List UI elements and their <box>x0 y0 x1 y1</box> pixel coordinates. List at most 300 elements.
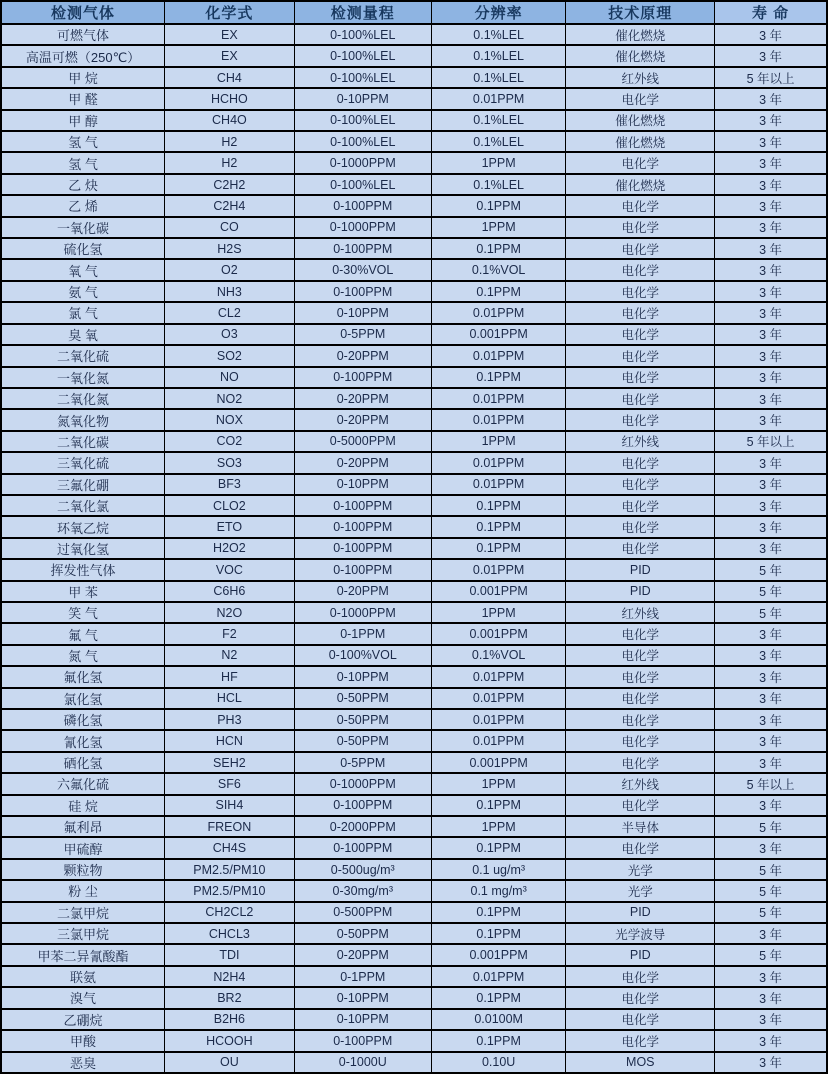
cell-resolution: 0.1%LEL <box>431 110 566 131</box>
cell-resolution: 0.1PPM <box>431 795 566 816</box>
cell-range: 0-100%LEL <box>294 131 431 152</box>
cell-lifespan: 3 年 <box>715 623 827 644</box>
cell-lifespan: 5 年 <box>715 559 827 580</box>
cell-principle: 催化燃烧 <box>566 174 715 195</box>
cell-range: 0-100PPM <box>294 195 431 216</box>
cell-formula: SF6 <box>165 773 295 794</box>
cell-resolution: 0.1%LEL <box>431 67 566 88</box>
cell-formula: EX <box>165 24 295 45</box>
cell-gas-name: 三氟化硼 <box>1 474 165 495</box>
cell-resolution: 0.01PPM <box>431 409 566 430</box>
cell-lifespan: 3 年 <box>715 645 827 666</box>
cell-formula: N2O <box>165 602 295 623</box>
cell-resolution: 0.001PPM <box>431 581 566 602</box>
table-row <box>1 110 827 131</box>
cell-principle: 电化学 <box>566 1009 715 1030</box>
cell-range: 0-100%LEL <box>294 110 431 131</box>
cell-principle: 电化学 <box>566 452 715 473</box>
cell-formula: HF <box>165 666 295 687</box>
cell-gas-name: 笑 气 <box>1 602 165 623</box>
cell-range: 0-50PPM <box>294 688 431 709</box>
cell-range: 0-500ug/m³ <box>294 859 431 880</box>
cell-principle: 电化学 <box>566 752 715 773</box>
table-row <box>1 559 827 580</box>
table-row <box>1 944 827 965</box>
cell-resolution: 0.1%LEL <box>431 45 566 66</box>
cell-principle: 电化学 <box>566 88 715 109</box>
cell-lifespan: 5 年 <box>715 880 827 901</box>
cell-range: 0-100PPM <box>294 238 431 259</box>
cell-principle: 电化学 <box>566 666 715 687</box>
cell-formula: NH3 <box>165 281 295 302</box>
cell-formula: OU <box>165 1052 295 1074</box>
cell-gas-name: 氧 气 <box>1 259 165 280</box>
table-row <box>1 923 827 944</box>
table-row <box>1 388 827 409</box>
cell-principle: 红外线 <box>566 431 715 452</box>
column-header-formula: 化学式 <box>165 1 295 24</box>
table-row <box>1 581 827 602</box>
cell-principle: 电化学 <box>566 837 715 858</box>
cell-range: 0-100%LEL <box>294 24 431 45</box>
cell-lifespan: 3 年 <box>715 474 827 495</box>
cell-range: 0-100%LEL <box>294 67 431 88</box>
cell-gas-name: 氰化氢 <box>1 730 165 751</box>
cell-formula: VOC <box>165 559 295 580</box>
cell-gas-name: 联氨 <box>1 966 165 987</box>
cell-range: 0-100PPM <box>294 281 431 302</box>
table-row <box>1 345 827 366</box>
cell-principle: 电化学 <box>566 495 715 516</box>
cell-lifespan: 3 年 <box>715 730 827 751</box>
table-row <box>1 452 827 473</box>
cell-lifespan: 3 年 <box>715 195 827 216</box>
table-row <box>1 816 827 837</box>
cell-range: 0-100PPM <box>294 837 431 858</box>
table-row <box>1 88 827 109</box>
cell-lifespan: 3 年 <box>715 367 827 388</box>
cell-gas-name: 二氧化碳 <box>1 431 165 452</box>
table-row <box>1 730 827 751</box>
cell-lifespan: 3 年 <box>715 110 827 131</box>
cell-lifespan: 3 年 <box>715 795 827 816</box>
cell-resolution: 0.10U <box>431 1052 566 1074</box>
cell-range: 0-10PPM <box>294 474 431 495</box>
table-row <box>1 409 827 430</box>
cell-range: 0-100PPM <box>294 559 431 580</box>
cell-resolution: 0.1PPM <box>431 923 566 944</box>
cell-lifespan: 3 年 <box>715 324 827 345</box>
table-row <box>1 837 827 858</box>
cell-resolution: 0.1PPM <box>431 902 566 923</box>
cell-gas-name: 氮氧化物 <box>1 409 165 430</box>
cell-lifespan: 5 年 <box>715 602 827 623</box>
cell-principle: 电化学 <box>566 645 715 666</box>
cell-principle: 电化学 <box>566 688 715 709</box>
cell-formula: HCHO <box>165 88 295 109</box>
cell-principle: 电化学 <box>566 238 715 259</box>
cell-formula: HCOOH <box>165 1030 295 1051</box>
cell-resolution: 0.1PPM <box>431 538 566 559</box>
cell-resolution: 1PPM <box>431 431 566 452</box>
cell-principle: 电化学 <box>566 259 715 280</box>
column-header-lifespan: 寿 命 <box>715 1 827 24</box>
cell-gas-name: 一氧化氮 <box>1 367 165 388</box>
cell-range: 0-10PPM <box>294 666 431 687</box>
cell-lifespan: 3 年 <box>715 1009 827 1030</box>
cell-principle: 催化燃烧 <box>566 110 715 131</box>
cell-range: 0-100%LEL <box>294 45 431 66</box>
cell-formula: N2H4 <box>165 966 295 987</box>
cell-range: 0-50PPM <box>294 709 431 730</box>
cell-principle: 电化学 <box>566 623 715 644</box>
table-row <box>1 752 827 773</box>
cell-principle: 电化学 <box>566 281 715 302</box>
cell-resolution: 0.0100M <box>431 1009 566 1030</box>
cell-gas-name: 硒化氢 <box>1 752 165 773</box>
cell-lifespan: 3 年 <box>715 452 827 473</box>
cell-range: 0-1000PPM <box>294 217 431 238</box>
table-row <box>1 45 827 66</box>
cell-range: 0-1000PPM <box>294 773 431 794</box>
cell-gas-name: 甲 醛 <box>1 88 165 109</box>
table-row <box>1 602 827 623</box>
cell-principle: 电化学 <box>566 409 715 430</box>
cell-formula: CHCL3 <box>165 923 295 944</box>
cell-range: 0-1000U <box>294 1052 431 1074</box>
cell-resolution: 0.1PPM <box>431 367 566 388</box>
cell-formula: FREON <box>165 816 295 837</box>
cell-range: 0-1PPM <box>294 623 431 644</box>
cell-formula: B2H6 <box>165 1009 295 1030</box>
column-header-resolution: 分辨率 <box>431 1 566 24</box>
cell-resolution: 0.1%LEL <box>431 131 566 152</box>
cell-resolution: 0.01PPM <box>431 474 566 495</box>
cell-lifespan: 5 年以上 <box>715 67 827 88</box>
table-row <box>1 987 827 1008</box>
cell-principle: PID <box>566 902 715 923</box>
cell-resolution: 0.001PPM <box>431 324 566 345</box>
cell-formula: NO2 <box>165 388 295 409</box>
cell-resolution: 0.1PPM <box>431 195 566 216</box>
cell-formula: O2 <box>165 259 295 280</box>
cell-range: 0-5PPM <box>294 324 431 345</box>
cell-resolution: 0.1%VOL <box>431 259 566 280</box>
cell-principle: 红外线 <box>566 773 715 794</box>
cell-gas-name: 甲苯二异氰酸酯 <box>1 944 165 965</box>
cell-range: 0-100PPM <box>294 538 431 559</box>
cell-gas-name: 六氟化硫 <box>1 773 165 794</box>
cell-principle: 光学波导 <box>566 923 715 944</box>
table-row <box>1 1009 827 1030</box>
cell-gas-name: 挥发性气体 <box>1 559 165 580</box>
cell-formula: CL2 <box>165 302 295 323</box>
table-row <box>1 795 827 816</box>
cell-range: 0-30mg/m³ <box>294 880 431 901</box>
cell-principle: 电化学 <box>566 987 715 1008</box>
cell-formula: NOX <box>165 409 295 430</box>
cell-range: 0-50PPM <box>294 730 431 751</box>
cell-formula: BR2 <box>165 987 295 1008</box>
cell-lifespan: 3 年 <box>715 217 827 238</box>
cell-gas-name: 粉 尘 <box>1 880 165 901</box>
cell-range: 0-20PPM <box>294 409 431 430</box>
cell-resolution: 0.1%VOL <box>431 645 566 666</box>
cell-gas-name: 氟 气 <box>1 623 165 644</box>
cell-formula: CH2CL2 <box>165 902 295 923</box>
cell-resolution: 0.01PPM <box>431 88 566 109</box>
cell-formula: HCN <box>165 730 295 751</box>
table-header <box>1 1 827 24</box>
cell-gas-name: 三氧化硫 <box>1 452 165 473</box>
table-row <box>1 709 827 730</box>
cell-lifespan: 5 年 <box>715 859 827 880</box>
cell-range: 0-10PPM <box>294 1009 431 1030</box>
cell-resolution: 0.1PPM <box>431 1030 566 1051</box>
cell-resolution: 0.01PPM <box>431 345 566 366</box>
cell-formula: C2H4 <box>165 195 295 216</box>
cell-gas-name: 硫化氢 <box>1 238 165 259</box>
cell-resolution: 1PPM <box>431 217 566 238</box>
cell-resolution: 0.01PPM <box>431 452 566 473</box>
cell-lifespan: 3 年 <box>715 388 827 409</box>
cell-range: 0-10PPM <box>294 302 431 323</box>
cell-formula: H2 <box>165 152 295 173</box>
cell-range: 0-50PPM <box>294 923 431 944</box>
table-row <box>1 666 827 687</box>
cell-gas-name: 甲 苯 <box>1 581 165 602</box>
cell-gas-name: 臭 氧 <box>1 324 165 345</box>
cell-principle: 催化燃烧 <box>566 131 715 152</box>
table-row <box>1 645 827 666</box>
cell-formula: SO3 <box>165 452 295 473</box>
cell-resolution: 0.01PPM <box>431 559 566 580</box>
cell-principle: 光学 <box>566 859 715 880</box>
cell-range: 0-20PPM <box>294 581 431 602</box>
table-row <box>1 516 827 537</box>
cell-gas-name: 氮 气 <box>1 645 165 666</box>
table-row <box>1 1052 827 1074</box>
cell-lifespan: 5 年 <box>715 902 827 923</box>
cell-principle: 红外线 <box>566 67 715 88</box>
cell-principle: 电化学 <box>566 152 715 173</box>
table-row <box>1 688 827 709</box>
cell-formula: N2 <box>165 645 295 666</box>
cell-range: 0-1000PPM <box>294 152 431 173</box>
cell-range: 0-100PPM <box>294 1030 431 1051</box>
cell-lifespan: 5 年以上 <box>715 773 827 794</box>
cell-gas-name: 甲 烷 <box>1 67 165 88</box>
cell-range: 0-2000PPM <box>294 816 431 837</box>
cell-lifespan: 3 年 <box>715 837 827 858</box>
cell-gas-name: 氨 气 <box>1 281 165 302</box>
cell-lifespan: 3 年 <box>715 88 827 109</box>
cell-resolution: 0.01PPM <box>431 302 566 323</box>
cell-lifespan: 3 年 <box>715 538 827 559</box>
table-row <box>1 859 827 880</box>
table-row <box>1 474 827 495</box>
cell-principle: 电化学 <box>566 217 715 238</box>
cell-principle: 电化学 <box>566 388 715 409</box>
table-row <box>1 217 827 238</box>
cell-resolution: 0.1PPM <box>431 495 566 516</box>
cell-range: 0-1PPM <box>294 966 431 987</box>
cell-formula: SEH2 <box>165 752 295 773</box>
cell-lifespan: 3 年 <box>715 302 827 323</box>
cell-lifespan: 3 年 <box>715 666 827 687</box>
cell-resolution: 0.01PPM <box>431 388 566 409</box>
cell-formula: NO <box>165 367 295 388</box>
cell-resolution: 0.1 mg/m³ <box>431 880 566 901</box>
cell-resolution: 0.01PPM <box>431 709 566 730</box>
cell-lifespan: 3 年 <box>715 238 827 259</box>
cell-range: 0-20PPM <box>294 388 431 409</box>
cell-lifespan: 5 年以上 <box>715 431 827 452</box>
cell-principle: MOS <box>566 1052 715 1074</box>
cell-resolution: 0.01PPM <box>431 688 566 709</box>
table-row <box>1 195 827 216</box>
table-row <box>1 773 827 794</box>
cell-gas-name: 乙 炔 <box>1 174 165 195</box>
table-row <box>1 623 827 644</box>
cell-principle: 电化学 <box>566 516 715 537</box>
cell-formula: C2H2 <box>165 174 295 195</box>
cell-principle: 电化学 <box>566 730 715 751</box>
cell-gas-name: 磷化氢 <box>1 709 165 730</box>
cell-principle: 催化燃烧 <box>566 45 715 66</box>
cell-gas-name: 甲酸 <box>1 1030 165 1051</box>
cell-resolution: 0.001PPM <box>431 623 566 644</box>
cell-range: 0-5PPM <box>294 752 431 773</box>
cell-lifespan: 3 年 <box>715 709 827 730</box>
cell-lifespan: 3 年 <box>715 345 827 366</box>
cell-lifespan: 3 年 <box>715 1030 827 1051</box>
cell-formula: H2S <box>165 238 295 259</box>
cell-range: 0-20PPM <box>294 345 431 366</box>
cell-principle: 电化学 <box>566 345 715 366</box>
cell-gas-name: 硅 烷 <box>1 795 165 816</box>
cell-formula: H2 <box>165 131 295 152</box>
table-row <box>1 174 827 195</box>
column-header-principle: 技术原理 <box>566 1 715 24</box>
cell-formula: BF3 <box>165 474 295 495</box>
cell-resolution: 0.1PPM <box>431 238 566 259</box>
cell-resolution: 0.01PPM <box>431 730 566 751</box>
cell-gas-name: 乙硼烷 <box>1 1009 165 1030</box>
cell-range: 0-5000PPM <box>294 431 431 452</box>
cell-gas-name: 氯化氢 <box>1 688 165 709</box>
cell-lifespan: 5 年 <box>715 944 827 965</box>
cell-principle: PID <box>566 944 715 965</box>
cell-formula: CH4 <box>165 67 295 88</box>
cell-range: 0-100%LEL <box>294 174 431 195</box>
cell-gas-name: 氟利昂 <box>1 816 165 837</box>
table-body <box>1 24 827 1073</box>
cell-lifespan: 3 年 <box>715 923 827 944</box>
cell-gas-name: 三氯甲烷 <box>1 923 165 944</box>
cell-principle: 电化学 <box>566 302 715 323</box>
cell-gas-name: 过氧化氢 <box>1 538 165 559</box>
cell-gas-name: 甲硫醇 <box>1 837 165 858</box>
cell-principle: 电化学 <box>566 1030 715 1051</box>
cell-resolution: 0.01PPM <box>431 666 566 687</box>
cell-principle: 电化学 <box>566 538 715 559</box>
cell-lifespan: 3 年 <box>715 409 827 430</box>
cell-resolution: 1PPM <box>431 602 566 623</box>
table-row <box>1 324 827 345</box>
cell-formula: PH3 <box>165 709 295 730</box>
cell-resolution: 0.1PPM <box>431 987 566 1008</box>
cell-resolution: 0.1 ug/m³ <box>431 859 566 880</box>
cell-range: 0-20PPM <box>294 944 431 965</box>
cell-gas-name: 可燃气体 <box>1 24 165 45</box>
cell-principle: 光学 <box>566 880 715 901</box>
cell-range: 0-20PPM <box>294 452 431 473</box>
cell-gas-name: 溴气 <box>1 987 165 1008</box>
column-header-range: 检测量程 <box>294 1 431 24</box>
table-row <box>1 24 827 45</box>
cell-principle: 电化学 <box>566 795 715 816</box>
cell-gas-name: 高温可燃（250℃） <box>1 45 165 66</box>
cell-range: 0-100PPM <box>294 795 431 816</box>
table-row <box>1 238 827 259</box>
cell-formula: PM2.5/PM10 <box>165 880 295 901</box>
cell-range: 0-500PPM <box>294 902 431 923</box>
table-row <box>1 966 827 987</box>
cell-range: 0-1000PPM <box>294 602 431 623</box>
cell-formula: CO2 <box>165 431 295 452</box>
table-row <box>1 152 827 173</box>
table-row <box>1 1030 827 1051</box>
cell-lifespan: 3 年 <box>715 45 827 66</box>
cell-formula: CH4S <box>165 837 295 858</box>
cell-gas-name: 乙 烯 <box>1 195 165 216</box>
cell-gas-name: 氯 气 <box>1 302 165 323</box>
cell-lifespan: 3 年 <box>715 495 827 516</box>
table-row <box>1 431 827 452</box>
cell-resolution: 0.001PPM <box>431 752 566 773</box>
cell-lifespan: 5 年 <box>715 581 827 602</box>
cell-resolution: 1PPM <box>431 152 566 173</box>
cell-gas-name: 二氯甲烷 <box>1 902 165 923</box>
cell-principle: 电化学 <box>566 709 715 730</box>
table-row <box>1 538 827 559</box>
cell-formula: O3 <box>165 324 295 345</box>
cell-principle: 半导体 <box>566 816 715 837</box>
cell-gas-name: 环氧乙烷 <box>1 516 165 537</box>
cell-resolution: 1PPM <box>431 816 566 837</box>
cell-formula: SO2 <box>165 345 295 366</box>
cell-resolution: 0.01PPM <box>431 966 566 987</box>
table-row <box>1 880 827 901</box>
table-row <box>1 67 827 88</box>
cell-resolution: 0.1PPM <box>431 516 566 537</box>
cell-range: 0-10PPM <box>294 987 431 1008</box>
cell-formula: SIH4 <box>165 795 295 816</box>
cell-principle: 电化学 <box>566 195 715 216</box>
cell-lifespan: 3 年 <box>715 966 827 987</box>
cell-formula: CLO2 <box>165 495 295 516</box>
cell-principle: PID <box>566 581 715 602</box>
cell-range: 0-100%VOL <box>294 645 431 666</box>
cell-lifespan: 3 年 <box>715 174 827 195</box>
column-header-gas: 检测气体 <box>1 1 165 24</box>
cell-formula: H2O2 <box>165 538 295 559</box>
table-row <box>1 131 827 152</box>
cell-principle: 电化学 <box>566 367 715 388</box>
cell-gas-name: 二氧化氯 <box>1 495 165 516</box>
cell-gas-name: 一氧化碳 <box>1 217 165 238</box>
